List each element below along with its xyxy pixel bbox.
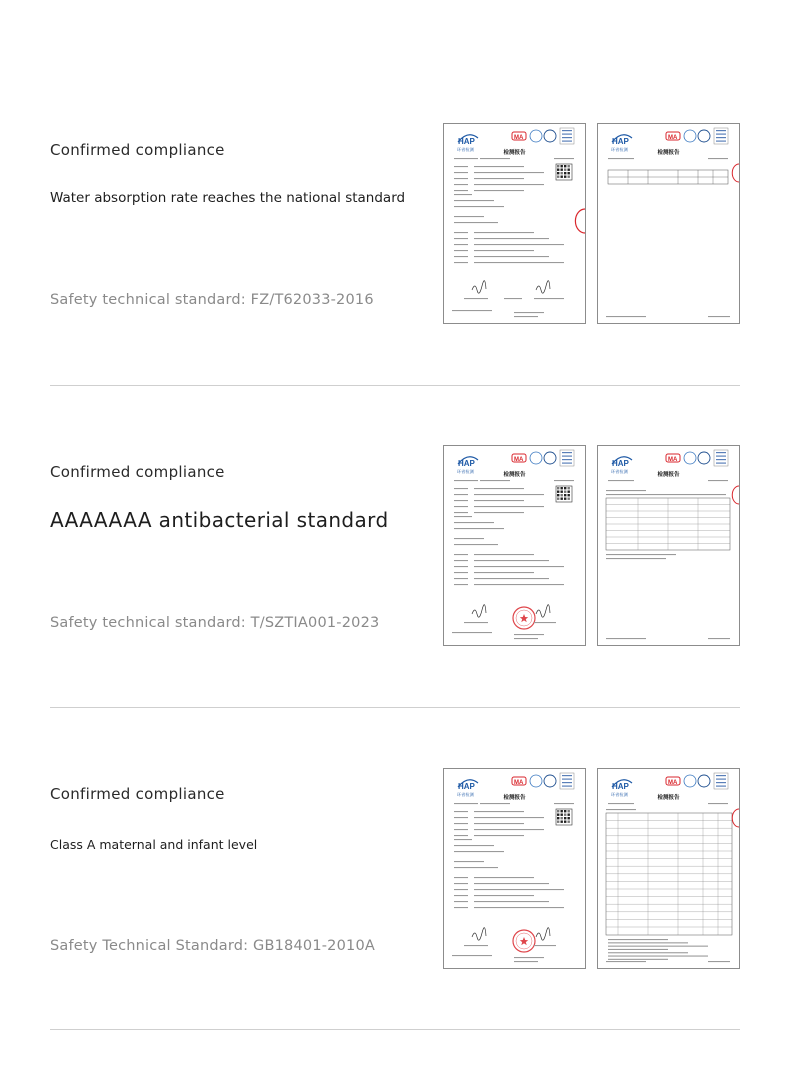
svg-text:检测报告: 检测报告 [503,472,526,478]
svg-text:环省检测: 环省检测 [457,469,474,474]
svg-text:HAP: HAP [458,459,475,468]
compliance-section-2 [0,386,790,708]
compliance-section-3 [0,708,790,1030]
svg-text:环省检测: 环省检测 [457,792,474,797]
report-page-1 [443,123,586,324]
standard-text: Safety technical standard: T/SZTIA001-2023 [50,615,380,631]
svg-text:MA: MA [514,135,524,141]
svg-text:HAP: HAP [458,782,475,791]
svg-text:HAP: HAP [612,782,629,791]
report-page-2 [597,123,740,324]
svg-text:检测报告: 检测报告 [503,795,526,801]
svg-text:环省检测: 环省检测 [611,469,628,474]
confirmed-label: Confirmed compliance [50,141,225,159]
svg-text:检测报告: 检测报告 [657,795,680,801]
report-cover-image [444,769,585,968]
section-divider [50,1029,740,1030]
svg-text:环省检测: 环省检测 [457,147,474,152]
svg-text:MA: MA [668,135,678,141]
report-cover-image [444,124,585,323]
svg-text:检测报告: 检测报告 [657,150,680,156]
svg-text:MA: MA [668,780,678,786]
report-result-image [598,446,739,645]
svg-text:环省检测: 环省检测 [611,147,628,152]
compliance-section-1 [0,0,790,386]
svg-text:检测报告: 检测报告 [657,472,680,478]
svg-text:MA: MA [668,457,678,463]
report-page-2 [597,445,740,646]
standard-text: Safety technical standard: FZ/T62033-2016 [50,292,374,308]
report-result-image [598,124,739,323]
report-cover-image [444,446,585,645]
report-page-1 [443,445,586,646]
report-result-image [598,769,739,968]
headline: Water absorption rate reaches the national standard [50,190,406,206]
headline: AAAAAAA antibacterial standard [50,508,389,532]
svg-text:HAP: HAP [458,137,475,146]
svg-text:HAP: HAP [612,459,629,468]
svg-text:MA: MA [514,457,524,463]
confirmed-label: Confirmed compliance [50,463,225,481]
report-page-2 [597,768,740,969]
headline: Class A maternal and infant level [50,837,258,852]
report-page-1 [443,768,586,969]
confirmed-label: Confirmed compliance [50,785,225,803]
svg-text:MA: MA [514,780,524,786]
svg-text:HAP: HAP [612,137,629,146]
svg-text:环省检测: 环省检测 [611,792,628,797]
svg-text:检测报告: 检测报告 [503,150,526,156]
standard-text: Safety Technical Standard: GB18401-2010A [50,938,376,954]
